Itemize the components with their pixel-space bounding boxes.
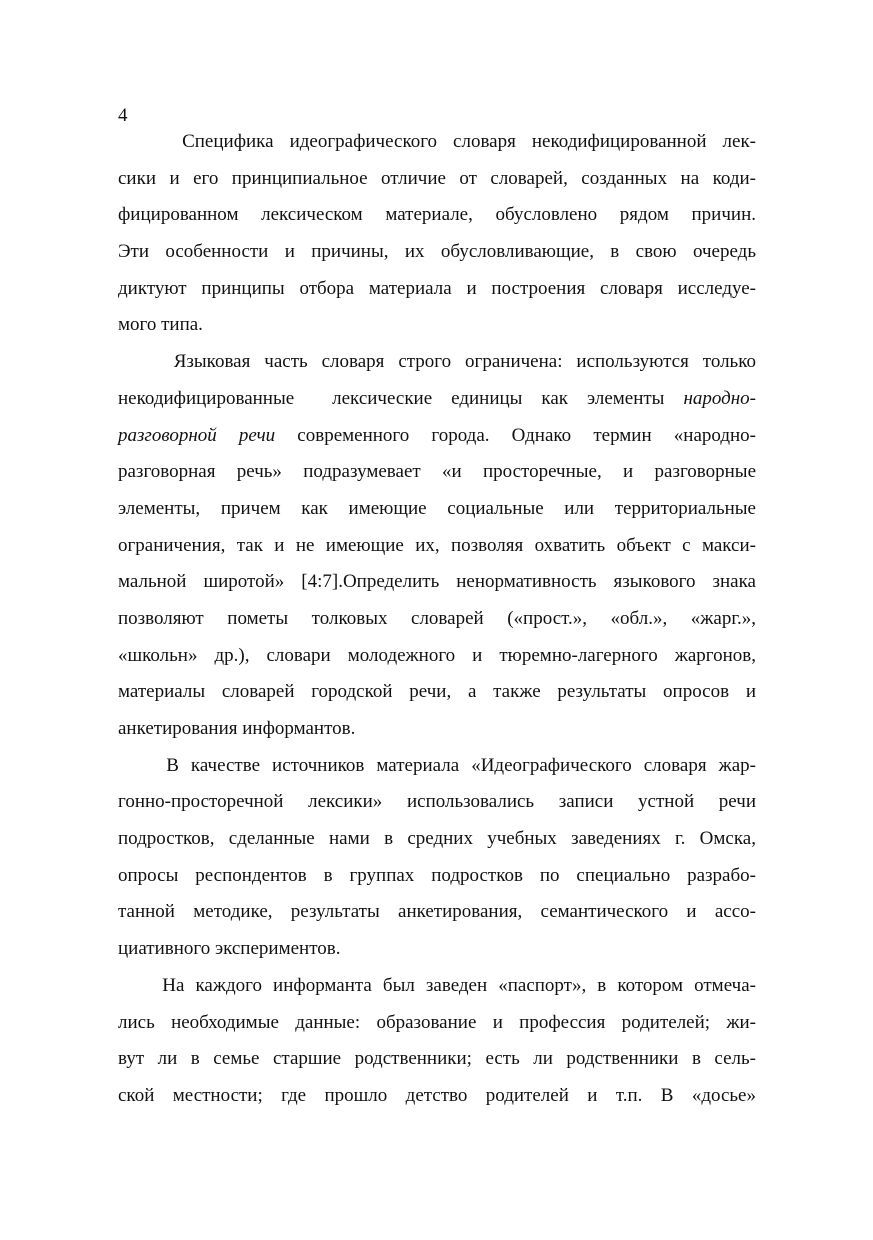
body-text [118, 124, 756, 1115]
paragraph-2 [118, 344, 756, 748]
text-line: подростков, сделанные нами в средних учебных заведениях г. Омска, [118, 828, 756, 850]
text-line: На каждого информанта был заведен «паспорт», в котором отмеча- [118, 974, 756, 996]
text-line: мого типа. [118, 314, 203, 336]
text-line: В качестве источников материала «Идеографического словаря жар- [118, 754, 756, 776]
text-line: позволяют пометы толковых словарей («прост.», «обл.», «жарг.», [118, 607, 756, 629]
text-fragment: современного города. Однако термин «народно- [275, 424, 756, 446]
italic-term: народно- [683, 387, 756, 409]
text-line: танной методике, результаты анкетирования, семантического и ассо- [118, 901, 756, 923]
text-line: циативного экспериментов. [118, 938, 341, 960]
text-line: ограничения, так и не имеющие их, позволяя охватить объект с макси- [118, 534, 756, 556]
text-line: Специфика идеографического словаря некодифицированной лек- [118, 131, 756, 152]
text-line: фицированном лексическом материале, обусловлено рядом причин. [118, 204, 756, 226]
text-line: сики и его принципиальное отличие от словарей, созданных на коди- [118, 167, 756, 189]
text-line: ской местности; где прошло детство родителей и т.п. В «досье» [118, 1084, 756, 1106]
text-line: Языковая часть словаря строго ограничена: используются только [118, 351, 756, 373]
page-number: 4 [118, 105, 128, 126]
italic-term: разговорной речи [118, 424, 276, 446]
text-line: вут ли в семье старшие родственники; есть ли родственники в сель- [118, 1048, 756, 1070]
paragraph-4 [118, 968, 756, 1115]
paragraph-3 [118, 748, 756, 968]
text-line: Эти особенности и причины, их обусловливающие, в свою очередь [118, 241, 756, 263]
text-line [118, 418, 756, 455]
text-line: материалы словарей городской речи, а также результаты опросов и [118, 681, 756, 703]
text-line: элементы, причем как имеющие социальные или территориальные [118, 497, 756, 519]
text-line: опросы респондентов в группах подростков по специально разрабо- [118, 864, 756, 886]
text-line [118, 381, 756, 418]
text-line: «школьн» др.), словари молодежного и тюремно-лагерного жаргонов, [118, 644, 756, 666]
paragraph-1 [118, 124, 756, 344]
text-line: разговорная речь» подразумевает «и просторечные, и разговорные [118, 461, 756, 483]
text-line: мальной широтой» [4:7].Определить ненормативность языкового знака [118, 571, 756, 593]
text-line: гонно-просторечной лексики» использовались записи устной речи [118, 791, 756, 813]
text-fragment: некодифицированные лексические единицы как элементы [118, 387, 684, 409]
text-line: диктуют принципы отбора материала и построения словаря исследуе- [118, 277, 756, 299]
text-line: лись необходимые данные: образование и профессия родителей; жи- [118, 1011, 756, 1033]
text-line: анкетирования информантов. [118, 718, 356, 739]
